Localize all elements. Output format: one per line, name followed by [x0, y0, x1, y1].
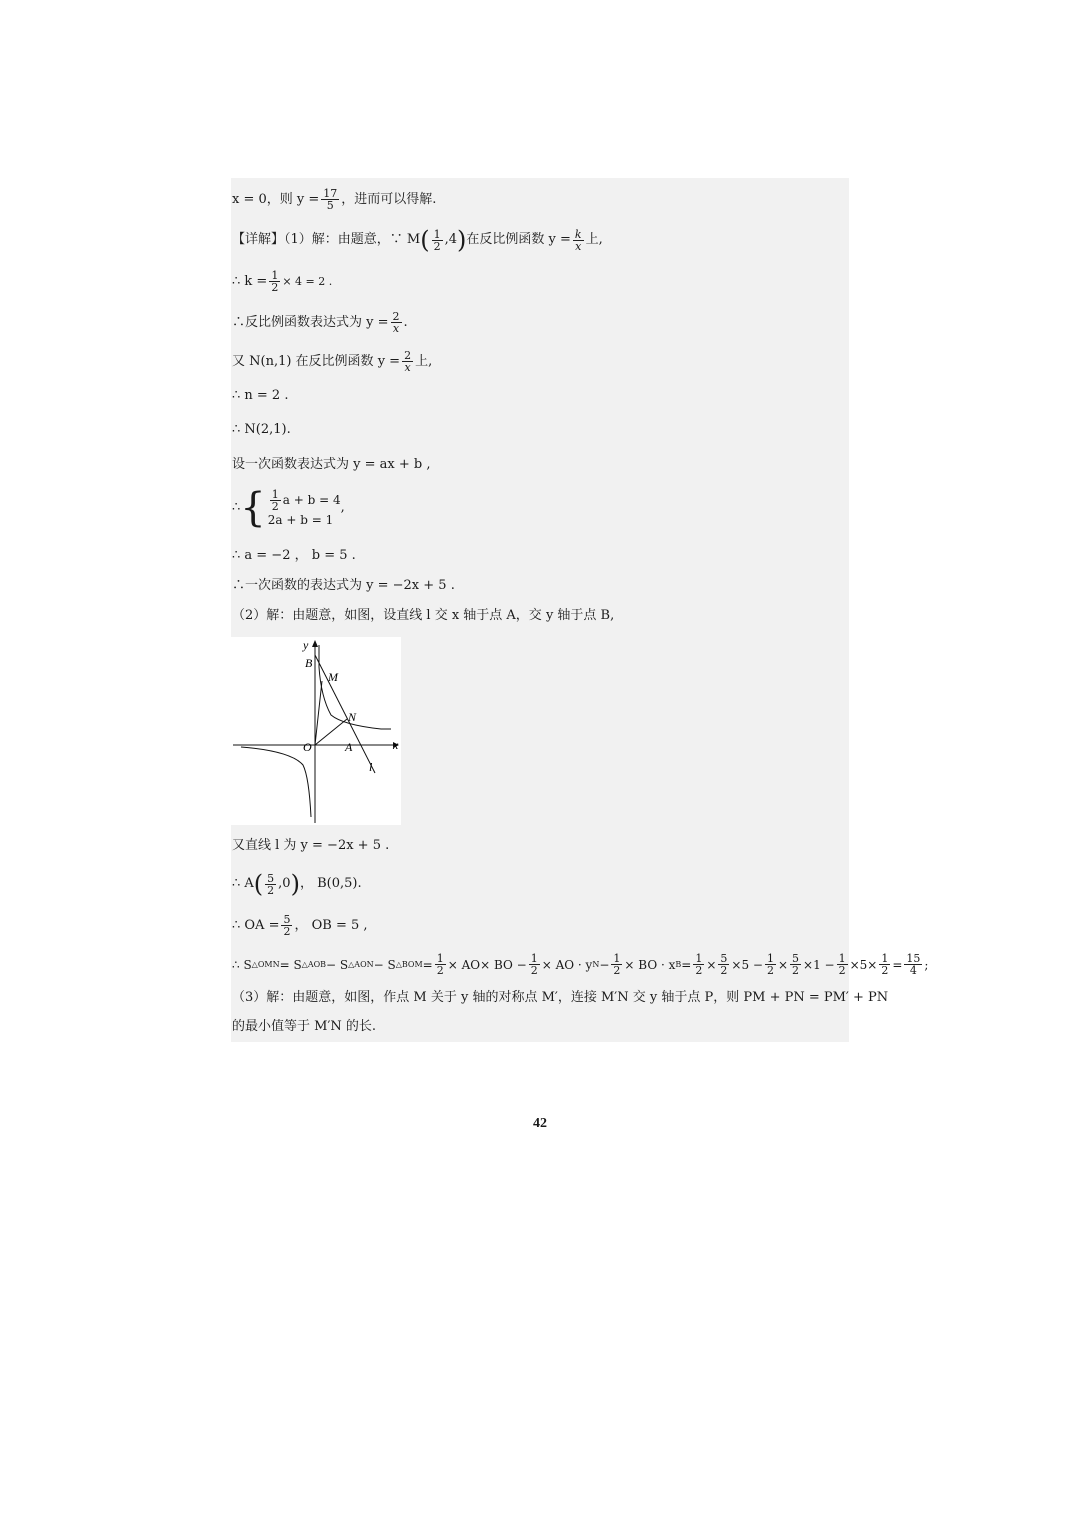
fraction: $\frac{5}{2}$: [720, 952, 728, 977]
label-O: O: [303, 740, 312, 754]
text-line-4: ∴反比例函数表达式为 y = $\frac{2}{x}$ .: [232, 310, 408, 335]
fraction: $\frac{1}{2}$: [530, 952, 538, 977]
fraction: $\frac{1}{2}$: [695, 952, 703, 977]
line-text: 【详解】（1）解：由题意，∵ M: [232, 232, 421, 247]
text-line-12: （2）解：由题意，如图，设直线 l 交 x 轴于点 A，交 y 轴于点 B,: [232, 608, 615, 623]
fraction: $\frac{k}{x}$: [574, 227, 582, 253]
fraction: $\frac{2}{x}$: [392, 310, 400, 335]
label-A: A: [345, 740, 353, 754]
fraction: $\frac{17}{5}$: [323, 187, 338, 212]
label-l: l: [369, 760, 373, 774]
graph-figure: [231, 637, 401, 825]
line-l: [315, 655, 375, 773]
text-line-1: [232, 188, 436, 211]
label-x: x: [393, 738, 399, 752]
y-axis-arrow: [312, 640, 318, 647]
fraction: $\frac{1}{2}$: [271, 269, 279, 294]
segment-OM: [315, 681, 322, 745]
fraction: $\frac{1}{2}$: [271, 487, 279, 513]
line-text: ，进而可以得解.: [341, 191, 437, 207]
hyperbola-branch-left: [241, 747, 311, 817]
text-line-5: 又 N(n,1) 在反比例函数 y = $\frac{2}{x}$ 上,: [232, 349, 433, 374]
fraction: $\frac{1}{2}$: [433, 227, 441, 253]
segment-ON: [315, 719, 347, 745]
text-line-13: 又直线 l 为 y = −2x + 5 .: [232, 838, 390, 853]
area-equation: ∴ S △OMN = S △AOB − S △AON − S △BOM = $\frac{1}{2}$ × AO× BO − $\frac{1}{2}$ × AO · y N − $\frac{1}{2}$ × BO · x B = $\frac{1}{2}$ × $\frac{5}{2}$ ×5 − $\frac{1}{2}$ × $\frac{5}{2}$ ×1 − $\frac{1}{2}$ ×5× $\frac{1}{2}$ = $\frac{15}{4}$ ;: [232, 952, 929, 977]
fraction: $\frac{1}{2}$: [881, 952, 889, 977]
equation-system: ∴ { $\frac{1}{2}$ a + b = 4 2a + b = 1 ,: [232, 485, 345, 531]
page-number: 42: [533, 1116, 547, 1131]
text-line-3: ∴ k = $\frac{1}{2}$ × 4 = 2 .: [232, 269, 333, 294]
text-line-10: ∴ a = −2 ， b = 5 .: [232, 548, 356, 563]
label-N: N: [348, 710, 357, 724]
text-line-8: 设一次函数表达式为 y = ax + b ,: [232, 457, 431, 472]
label-y: y: [303, 638, 309, 652]
text-line-6: ∴ n = 2 .: [232, 388, 289, 403]
fraction: $\frac{5}{2}$: [792, 952, 800, 977]
label-B: B: [305, 656, 313, 670]
fraction: $\frac{1}{2}$: [436, 952, 444, 977]
line-text: x = 0，则 y =: [232, 191, 320, 207]
text-line-15: ∴ OA = $\frac{5}{2}$ ， OB = 5 ,: [232, 913, 368, 938]
fraction: $\frac{2}{x}$: [404, 349, 412, 374]
fraction: $\frac{5}{2}$: [283, 913, 291, 938]
fraction: $\frac{1}{2}$: [766, 952, 774, 977]
fraction: $\frac{1}{2}$: [838, 952, 846, 977]
brace: {: [240, 485, 266, 531]
graph-svg: [231, 637, 401, 825]
label-M: M: [328, 670, 338, 684]
line-text: 在反比例函数 y =: [466, 232, 571, 247]
text-line-18: 的最小值等于 M′N 的长.: [232, 1019, 377, 1034]
text-line-17: （3）解：由题意，如图，作点 M 关于 y 轴的对称点 M′，连接 M′N 交 y 轴于点 P，则 PM + PN = PM′ + PN: [232, 990, 889, 1005]
text-line-7: ∴ N(2,1).: [232, 422, 291, 437]
fraction: $\frac{5}{2}$: [267, 871, 275, 897]
fraction: $\frac{1}{2}$: [613, 952, 621, 977]
text-line-14: ∴ A ( $\frac{5}{2}$ ,0 ) ， B(0,5).: [232, 870, 362, 898]
text-line-11: ∴一次函数的表达式为 y = −2x + 5 .: [232, 578, 455, 593]
text-line-2: 【详解】（1）解：由题意，∵ M ( $\frac{1}{2}$ ,4 ) 在反比例函数 y = $\frac{k}{x}$ 上,: [232, 226, 603, 254]
fraction: $\frac{15}{4}$: [906, 952, 921, 977]
